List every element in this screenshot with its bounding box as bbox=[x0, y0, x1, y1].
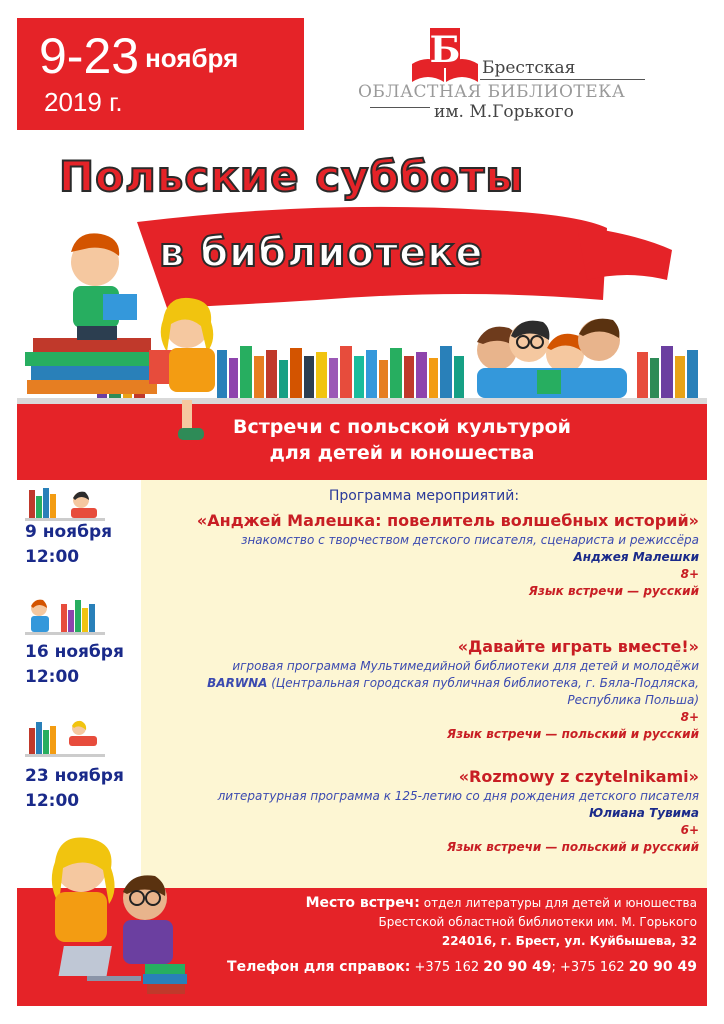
event-2-date-time: 12:00 bbox=[25, 667, 80, 687]
logo-text-gorky: им. М.Горького bbox=[434, 102, 574, 122]
date-banner bbox=[17, 18, 304, 130]
mini-bookshelf-icon bbox=[25, 484, 105, 522]
hero-title-line2: в библиотеке bbox=[159, 230, 484, 276]
event-1-date bbox=[25, 520, 112, 570]
event-2-title: «Давайте играть вместе!» bbox=[457, 637, 699, 656]
program-panel bbox=[141, 480, 707, 888]
phone1-number: 20 90 49 bbox=[483, 959, 552, 975]
venue-line2: Брестской областной библиотеки им. М. Горького bbox=[378, 915, 697, 929]
brush-stroke-tail-shape bbox=[577, 226, 672, 280]
event-1 bbox=[197, 510, 699, 600]
event-3-title: «Rozmowy z czytelnikami» bbox=[458, 767, 699, 786]
kids-laptop-figure-icon bbox=[25, 826, 195, 1002]
venue-line1: отдел литературы для детей и юношества bbox=[423, 896, 697, 910]
logo-divider bbox=[480, 79, 645, 80]
phone-separator: ; bbox=[551, 960, 556, 975]
venue-address: 224016, г. Брест, ул. Куйбышева, 32 bbox=[441, 934, 697, 948]
event-3-age: 6+ bbox=[680, 823, 699, 837]
logo-text-library: ОБЛАСТНАЯ БИБЛИОТЕКА bbox=[358, 82, 626, 102]
date-range bbox=[39, 28, 238, 86]
subtitle-line1: Встречи с польской культурой bbox=[233, 416, 571, 438]
event-1-person: Анджея Малешки bbox=[573, 550, 699, 564]
event-2-desc-bold: BARWNA bbox=[207, 676, 268, 690]
phone2-number: 20 90 49 bbox=[628, 959, 697, 975]
event-1-date-time: 12:00 bbox=[25, 547, 80, 567]
event-2 bbox=[207, 636, 699, 743]
phone-row bbox=[227, 958, 697, 977]
book-stack-icon bbox=[25, 338, 157, 394]
book-letter-logo-icon bbox=[408, 24, 482, 88]
mini-girl-books-icon bbox=[25, 718, 105, 758]
event-3-person: Юлиана Тувима bbox=[589, 806, 699, 820]
event-2-date-day: 16 ноября bbox=[25, 642, 124, 662]
event-2-age: 8+ bbox=[680, 710, 699, 724]
date-year: 2019 г. bbox=[44, 87, 123, 117]
event-2-language: Язык встречи — польский и русский bbox=[446, 727, 699, 741]
library-logo bbox=[350, 24, 650, 124]
phone-label: Телефон для справок: bbox=[227, 959, 411, 975]
girl-reading-figure-icon bbox=[149, 298, 215, 392]
event-3-desc: литературная программа к 125-летию со дня рождения детского писателя bbox=[217, 789, 699, 803]
event-1-date-day: 9 ноября bbox=[25, 522, 113, 542]
venue-label: Место встреч: bbox=[305, 895, 420, 911]
contact-info bbox=[227, 894, 697, 977]
event-3-language: Язык встречи — польский и русский bbox=[446, 840, 699, 854]
hero-banner bbox=[17, 130, 707, 410]
footer-band bbox=[17, 888, 707, 1006]
event-1-title: «Анджей Малешка: повелитель волшебных историй» bbox=[196, 511, 699, 530]
date-range-number: 9-23 bbox=[39, 28, 140, 84]
subtitle-line2: для детей и юношества bbox=[269, 442, 535, 464]
event-1-age: 8+ bbox=[680, 567, 699, 581]
program-heading: Программа мероприятий: bbox=[328, 488, 520, 504]
date-month: ноября bbox=[145, 43, 239, 73]
children-group-figure-icon bbox=[477, 319, 627, 398]
event-3-date-day: 23 ноября bbox=[25, 766, 124, 786]
phone1-prefix: +375 162 bbox=[414, 960, 480, 975]
event-2-date bbox=[25, 640, 124, 690]
event-2-desc-line3: Республика Польша) bbox=[567, 693, 699, 707]
mini-boy-books-icon bbox=[25, 596, 105, 636]
event-1-desc: знакомство с творчеством детского писателя, сценариста и режиссёра bbox=[241, 533, 699, 547]
event-3-date-time: 12:00 bbox=[25, 791, 80, 811]
phone2-prefix: +375 162 bbox=[560, 960, 625, 975]
subtitle-band bbox=[17, 404, 707, 480]
logo-mark-letter: Б bbox=[429, 29, 461, 71]
event-2-desc-line2 bbox=[207, 675, 699, 692]
event-1-language: Язык встречи — русский bbox=[528, 584, 699, 598]
event-3-date bbox=[25, 764, 124, 814]
event-2-desc-line1: игровая программа Мультимедийной библиотеки для детей и молодёжи bbox=[232, 659, 699, 673]
logo-divider-short bbox=[370, 107, 430, 108]
event-2-desc-line2-text: (Центральная городская публичная библиотека, г. Бяла-Подляска, bbox=[271, 676, 699, 690]
boy-reading-figure-icon bbox=[71, 233, 137, 340]
logo-text-brest: Брестская bbox=[482, 58, 576, 78]
girl-legs-icon bbox=[168, 400, 228, 448]
event-3 bbox=[218, 766, 699, 856]
hero-title-line1: Польские субботы bbox=[59, 152, 525, 201]
